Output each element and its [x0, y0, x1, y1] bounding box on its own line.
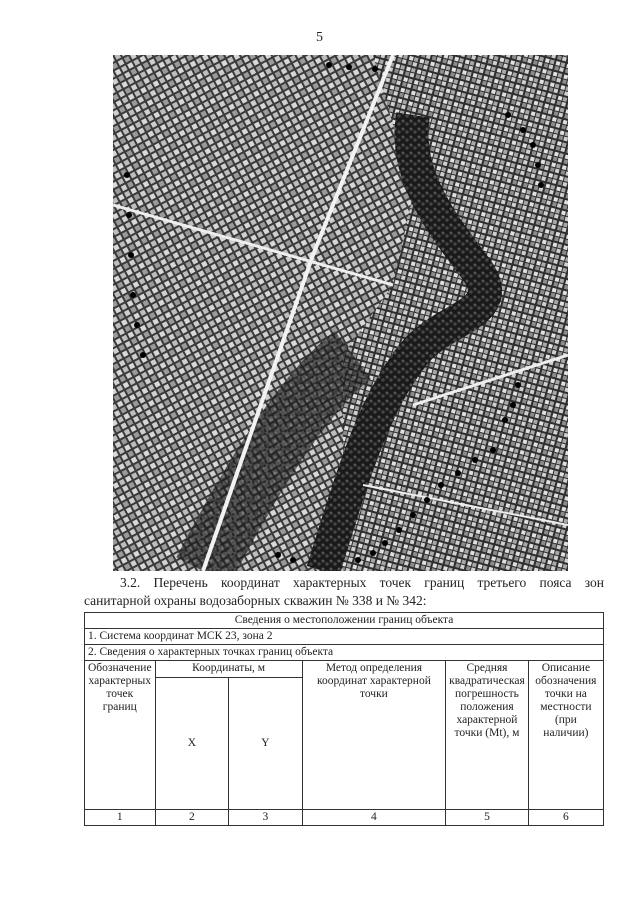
column-number-1: 1 [85, 810, 156, 826]
aerial-map-drawing [113, 55, 568, 571]
column-number-6: 6 [528, 810, 603, 826]
page-number: 5 [316, 30, 323, 45]
table-title: Сведения о местоположении границ объекта [85, 613, 604, 629]
column-number-5: 5 [446, 810, 529, 826]
heading-line-1: 3.2. Перечень координат характерных точек границ третьего пояса зон [120, 575, 604, 590]
header-error: Средняя квадратическая погрешность положения характерной точки (Mt), м [446, 661, 529, 810]
coordinates-table [84, 612, 604, 826]
header-x: X [155, 678, 229, 810]
header-method: Метод определения координат характерной точки [302, 661, 445, 810]
aerial-map-image [113, 55, 568, 571]
section-heading [84, 574, 604, 610]
header-description: Описание обозначения точки на местности (при наличии) [528, 661, 603, 810]
header-designation: Обозначение характерных точек границ [85, 661, 156, 810]
header-y: Y [229, 678, 303, 810]
table-section-coordinate-system: 1. Система координат МСК 23, зона 2 [85, 629, 604, 645]
header-coordinates: Координаты, м [155, 661, 302, 678]
column-number-4: 4 [302, 810, 445, 826]
column-number-2: 2 [155, 810, 229, 826]
heading-line-2: санитарной охраны водозаборных скважин № 338 и № 342: [84, 593, 427, 608]
table-section-points: 2. Сведения о характерных точках границ объекта [85, 645, 604, 661]
column-number-3: 3 [229, 810, 303, 826]
